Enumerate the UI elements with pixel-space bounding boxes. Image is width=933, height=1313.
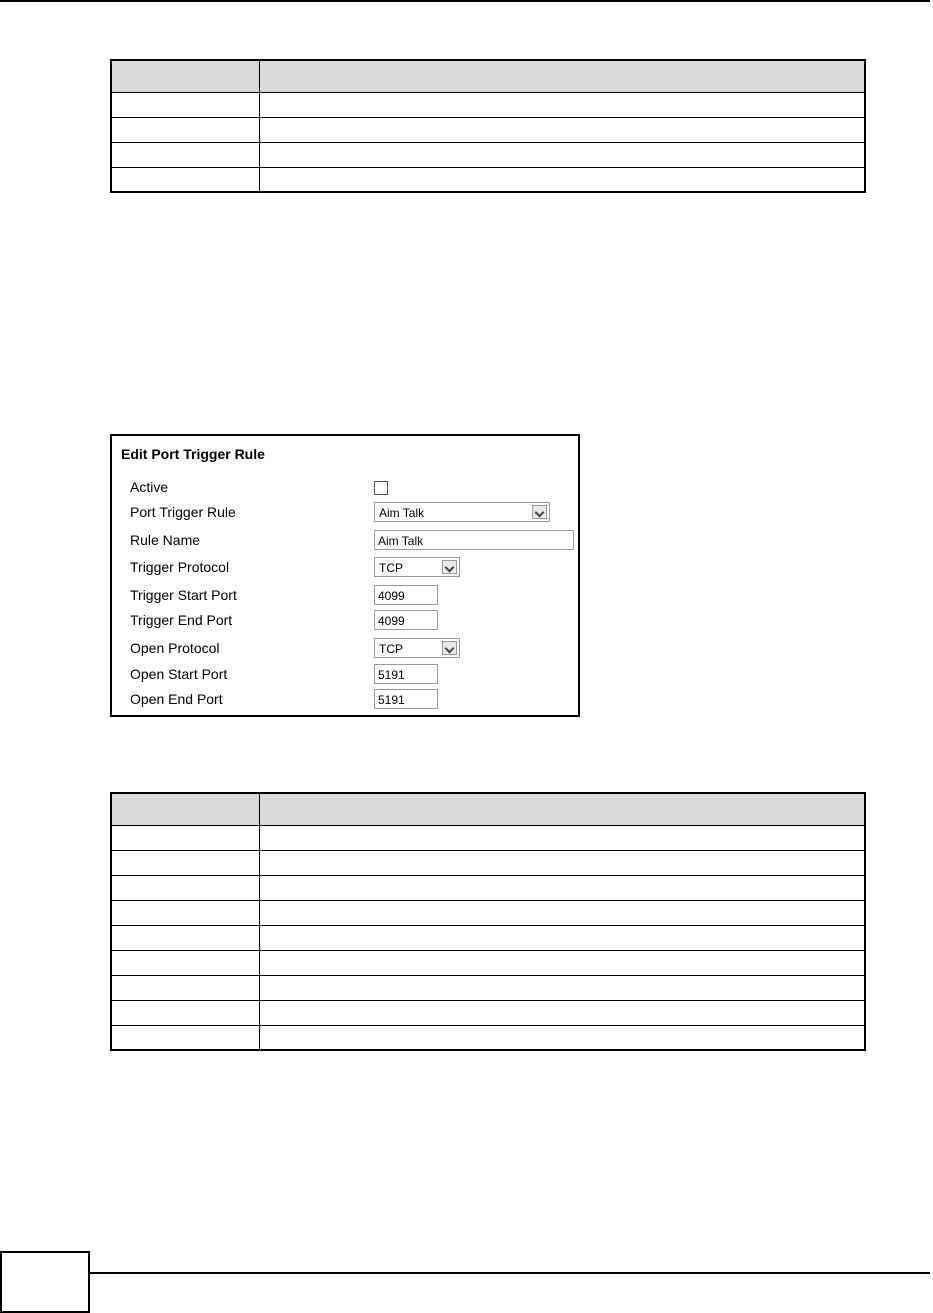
trigger-protocol-select[interactable]	[374, 557, 460, 577]
port-trigger-rule-value: Aim Talk	[379, 506, 425, 520]
open-end-port-row	[112, 688, 578, 712]
page-number-box	[0, 1251, 90, 1313]
chevron-down-icon	[442, 641, 457, 655]
table-row	[111, 167, 865, 192]
active-checkbox[interactable]	[374, 481, 388, 495]
table-row	[111, 117, 865, 142]
header-rule	[0, 0, 930, 2]
rule-name-input[interactable]: Aim Talk	[374, 530, 574, 550]
port-trigger-rule-label: Port Trigger Rule	[130, 504, 236, 520]
chevron-down-icon	[532, 505, 547, 519]
table-row	[111, 1000, 865, 1025]
table-cell	[259, 167, 865, 192]
table-row	[111, 950, 865, 975]
table-cell	[111, 117, 259, 142]
table-cell	[259, 142, 865, 167]
table-cell	[111, 850, 259, 875]
port-trigger-rule-row	[112, 501, 578, 525]
table-row	[111, 92, 865, 117]
rule-name-row	[112, 529, 578, 553]
top-description-table	[110, 59, 866, 193]
table-row	[111, 142, 865, 167]
table-header-cell	[259, 60, 865, 92]
port-trigger-rule-select[interactable]	[374, 502, 550, 522]
open-protocol-label: Open Protocol	[130, 640, 220, 656]
table-cell	[111, 142, 259, 167]
table-cell	[259, 950, 865, 975]
table-header-cell	[111, 793, 259, 825]
active-label: Active	[130, 479, 169, 495]
open-start-port-row	[112, 663, 578, 687]
open-start-port-input[interactable]: 5191	[374, 664, 438, 684]
table-cell	[259, 1000, 865, 1025]
table-row	[111, 850, 865, 875]
table-cell	[259, 1025, 865, 1050]
open-protocol-row	[112, 637, 578, 661]
table-cell	[259, 925, 865, 950]
table-cell	[111, 1000, 259, 1025]
table-cell	[259, 850, 865, 875]
table-cell	[259, 825, 865, 850]
trigger-end-port-label: Trigger End Port	[130, 612, 233, 628]
footer-rule	[90, 1272, 930, 1274]
panel-title: Edit Port Trigger Rule	[121, 446, 265, 462]
open-end-port-input[interactable]: 5191	[374, 689, 438, 709]
trigger-protocol-row	[112, 556, 578, 580]
table-cell	[111, 1025, 259, 1050]
table-cell	[111, 92, 259, 117]
trigger-protocol-value: TCP	[379, 561, 403, 575]
open-start-port-label: Open Start Port	[130, 666, 228, 682]
table-cell	[111, 950, 259, 975]
table-cell	[259, 92, 865, 117]
table-header-row	[111, 793, 865, 825]
edit-port-trigger-rule-panel	[110, 434, 580, 717]
table-header-cell	[111, 60, 259, 92]
trigger-protocol-label: Trigger Protocol	[130, 559, 230, 575]
table-cell	[259, 117, 865, 142]
table-row	[111, 975, 865, 1000]
table-row	[111, 1025, 865, 1050]
trigger-start-port-row	[112, 584, 578, 608]
rule-name-label: Rule Name	[130, 532, 201, 548]
trigger-start-port-label: Trigger Start Port	[130, 587, 237, 603]
table-header-cell	[259, 793, 865, 825]
table-cell	[111, 875, 259, 900]
table-cell	[111, 167, 259, 192]
active-row	[112, 476, 578, 500]
bottom-description-table	[110, 792, 866, 1051]
chevron-down-icon	[442, 560, 457, 574]
table-cell	[111, 975, 259, 1000]
table-header-row	[111, 60, 865, 92]
open-protocol-select[interactable]	[374, 638, 460, 658]
table-row	[111, 900, 865, 925]
open-protocol-value: TCP	[379, 642, 403, 656]
table-cell	[111, 925, 259, 950]
trigger-end-port-row	[112, 609, 578, 633]
table-cell	[259, 975, 865, 1000]
table-row	[111, 875, 865, 900]
table-cell	[111, 900, 259, 925]
table-cell	[259, 875, 865, 900]
trigger-start-port-input[interactable]: 4099	[374, 585, 438, 605]
open-end-port-label: Open End Port	[130, 691, 223, 707]
trigger-end-port-input[interactable]: 4099	[374, 610, 438, 630]
table-cell	[111, 825, 259, 850]
table-cell	[259, 900, 865, 925]
table-row	[111, 925, 865, 950]
table-row	[111, 825, 865, 850]
